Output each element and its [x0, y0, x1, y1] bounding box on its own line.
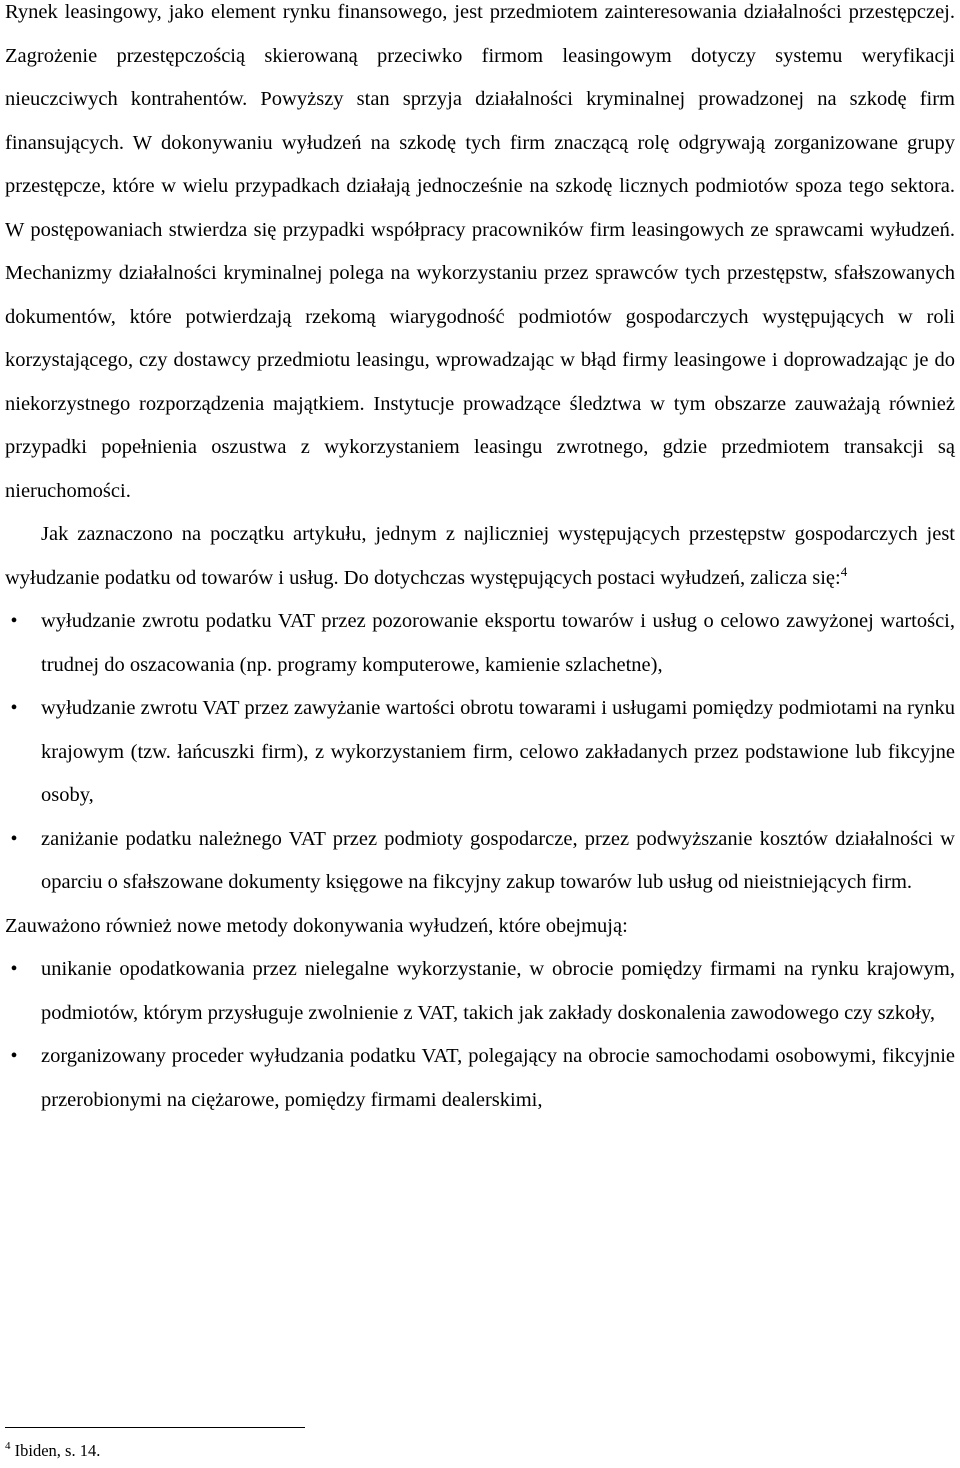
footnote-text: Ibiden, s. 14. — [14, 1441, 101, 1460]
list-item-text: wyłudzanie zwrotu VAT przez zawyżanie wartości obrotu towarami i usługami pomiędzy podmiotami na rynku krajowym (tzw. łańcuszki firm), z wykorzystaniem firm, celowo zakładanych przez podstawione lub fikcyjne osoby, — [41, 697, 955, 806]
new-methods-list — [5, 948, 955, 1122]
list-item-text: zorganizowany proceder wyłudzania podatku VAT, polegający na obrocie samochodami osobowymi, fikcyjnie przerobionymi na ciężarowe, pomiędzy firmami dealerskimi, — [41, 1045, 955, 1111]
paragraph-vat-fraud-intro-text: Jak zaznaczono na początku artykułu, jednym z najliczniej występujących przestępstw gospodarczych jest wyłudzanie podatku od towarów i usług. Do dotychczas występujących postaci wyłudzeń, zalicza się: — [5, 523, 955, 589]
list-item-text: wyłudzanie zwrotu podatku VAT przez pozorowanie eksportu towarów i usług o celowo zawyżonej wartości, trudnej do oszacowania (np. programy komputerowe, kamienie szlachetne), — [41, 610, 955, 676]
bullet-icon: • — [10, 958, 18, 980]
bullet-icon: • — [10, 1045, 18, 1067]
document-page — [5, 0, 955, 1122]
paragraph-vat-fraud-intro — [5, 513, 955, 600]
list-item — [5, 687, 955, 818]
list-item — [5, 948, 955, 1035]
bullet-icon: • — [10, 827, 18, 850]
bullet-icon: • — [10, 610, 18, 632]
footnote — [5, 1440, 100, 1462]
footnote-divider — [5, 1427, 305, 1428]
list-item — [5, 600, 955, 687]
list-item — [5, 1035, 955, 1122]
list-item-text: unikanie opodatkowania przez nielegalne wykorzystanie, w obrocie pomiędzy firmami na rynku krajowym, podmiotów, którym przysługuje zwolnienie z VAT, takich jak zakłady doskonalenia zawodowego czy szkoły, — [41, 958, 955, 1024]
list-item — [5, 818, 955, 905]
footnote-reference: 4 — [840, 563, 848, 579]
fraud-forms-list — [5, 600, 955, 905]
list-item-text: zaniżanie podatku należnego VAT przez podmioty gospodarcze, przez podwyższanie kosztów działalności w oparciu o sfałszowane dokumenty księgowe na fikcyjny zakup towarów lub usług od nieistniejących firm. — [41, 827, 955, 893]
footnote-number: 4 — [5, 1440, 11, 1452]
paragraph-new-methods: Zauważono również nowe metody dokonywania wyłudzeń, które obejmują: — [5, 914, 628, 937]
bullet-icon: • — [10, 697, 18, 719]
paragraph-leasing-crime: Rynek leasingowy, jako element rynku finansowego, jest przedmiotem zainteresowania działalności przestępczej. Zagrożenie przestępczością skierowaną przeciwko firmom leasingowym dotyczy systemu weryfikacji nieuczciwych kontrahentów. Powyższy stan sprzyja działalności kryminalnej prowadzonej na szkodę firm finansujących. W dokonywaniu wyłudzeń na szkodę tych firm znaczącą rolę odgrywają zorganizowane grupy przestępcze, które w wielu przypadkach działają jednocześnie na szkodę licznych podmiotów spoza tego sektora. W postępowaniach stwierdza się przypadki współpracy pracowników firm leasingowych ze sprawcami wyłudzeń. Mechanizmy działalności kryminalnej polega na wykorzystaniu przez sprawców tych przestępstw, sfałszowanych dokumentów, które potwierdzają rzekomą wiarygodność podmiotów gospodarczych występujących w roli korzystającego, czy dostawcy przedmiotu leasingu, wprowadzając w błąd firmy leasingowe i doprowadzając je do niekorzystnego rozporządzenia majątkiem. Instytucje prowadzące śledztwa w tym obszarze zauważają również przypadki popełnienia oszustwa z wykorzystaniem leasingu zwrotnego, gdzie przedmiotem transakcji są nieruchomości. — [5, 1, 955, 502]
